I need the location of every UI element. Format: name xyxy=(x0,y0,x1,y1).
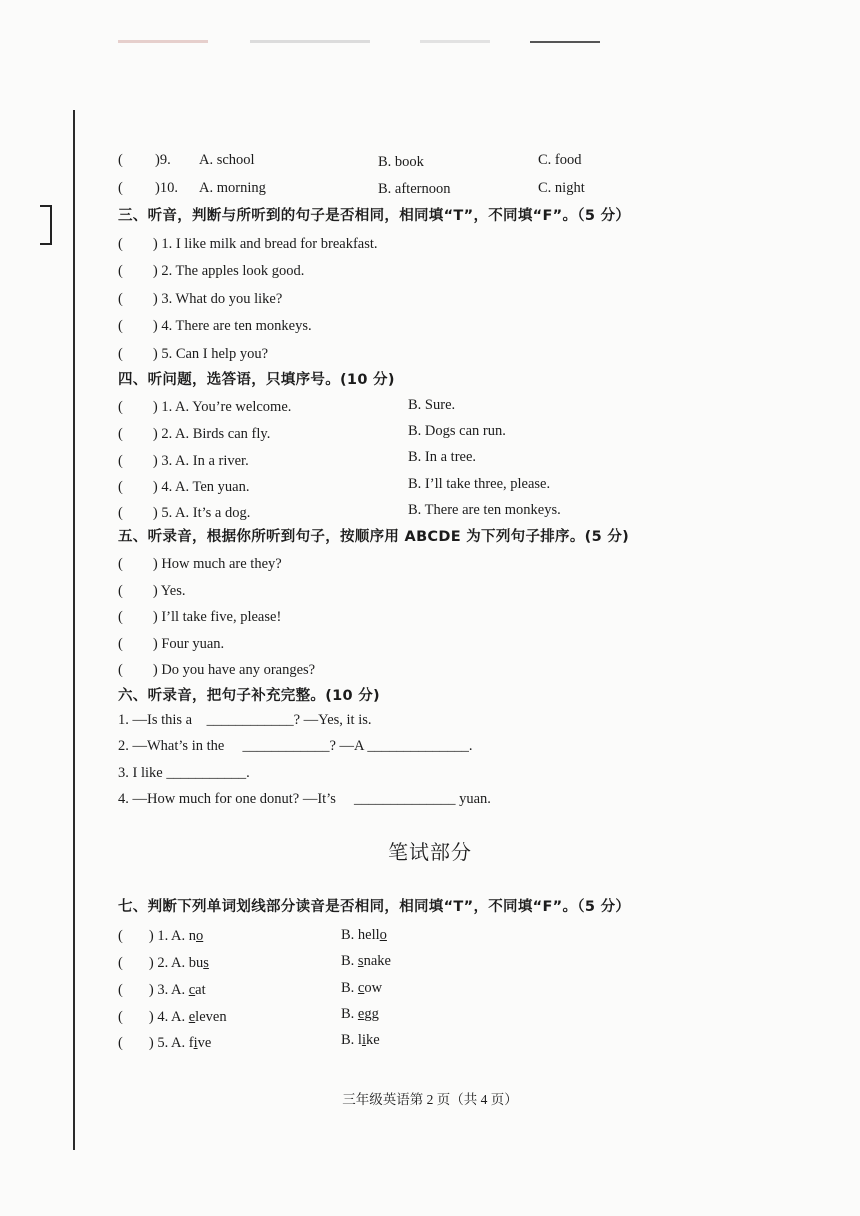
answer-paren[interactable]: ( xyxy=(118,453,123,469)
answer-paren[interactable]: ( xyxy=(118,1009,123,1025)
underlined-letter: c xyxy=(188,982,196,998)
list-item: ( ) 3. What do you like? xyxy=(118,291,283,307)
scan-artifact xyxy=(118,40,208,43)
underlined-letter: e xyxy=(188,1009,196,1025)
list-item: ( ) 1. A. no xyxy=(118,928,204,944)
list-item: ( ) 3. A. cat xyxy=(118,982,206,998)
answer-paren[interactable]: ( xyxy=(118,346,123,362)
answer-paren[interactable]: ( xyxy=(118,479,123,495)
scan-artifact xyxy=(530,41,600,43)
list-item: ( ) 2. A. bus xyxy=(118,955,209,971)
answer-paren[interactable]: ( xyxy=(118,236,123,252)
blank-input[interactable]: ____________ xyxy=(242,738,330,754)
list-item: ( ) 5. A. five xyxy=(118,1035,212,1051)
underlined-letter: c xyxy=(357,980,365,996)
list-item: ( ) I’ll take five, please! xyxy=(118,609,282,625)
fill-in-item: 1. —Is this a ____________? —Yes, it is. xyxy=(118,712,372,728)
answer-paren[interactable]: ( xyxy=(118,1035,123,1051)
answer-paren[interactable]: ( xyxy=(118,583,123,599)
list-item: ( ) 1. A. You’re welcome. xyxy=(118,399,292,415)
underlined-letter: s xyxy=(357,953,364,969)
list-item: ( ) 4. A. Ten yuan. xyxy=(118,479,250,495)
scan-artifact xyxy=(250,40,370,43)
blank-input[interactable]: ______________ xyxy=(354,791,456,807)
blank-input[interactable]: ______________ xyxy=(367,738,469,754)
underlined-letter: s xyxy=(203,955,209,971)
list-item: ( ) 2. The apples look good. xyxy=(118,263,305,279)
fill-in-item: 2. —What’s in the ____________? —A ______________. xyxy=(118,738,473,754)
underlined-letter: o xyxy=(379,927,387,943)
list-item: ( ) 5. Can I help you? xyxy=(118,346,269,362)
answer-paren[interactable]: ( xyxy=(118,399,123,415)
list-item: ( ) 2. A. Birds can fly. xyxy=(118,426,271,442)
answer-paren[interactable]: ( xyxy=(118,955,123,971)
answer-paren[interactable]: ( xyxy=(118,556,123,572)
list-item: ( ) 1. I like milk and bread for breakfast. xyxy=(118,236,378,252)
answer-paren[interactable]: ( xyxy=(118,609,123,625)
list-item: ( ) 3. A. In a river. xyxy=(118,453,249,469)
blank-input[interactable]: ____________ xyxy=(206,712,294,728)
binding-margin-line xyxy=(73,110,75,1150)
list-item: ( ) 4. A. eleven xyxy=(118,1009,227,1025)
fill-in-item: 3. I like ___________. xyxy=(118,765,250,781)
answer-paren[interactable]: ( xyxy=(118,291,123,307)
answer-paren[interactable]: ( xyxy=(118,152,123,168)
underlined-letter: e xyxy=(357,1006,365,1022)
binding-bracket-mark xyxy=(40,205,52,245)
answer-paren[interactable]: ( xyxy=(118,426,123,442)
list-item: ( ) 5. A. It’s a dog. xyxy=(118,505,251,521)
section4-heading: 四、听问题，选答语，只填序号。(10 分) xyxy=(118,372,395,388)
underlined-letter: i xyxy=(361,1032,366,1048)
fill-in-item: 4. —How much for one donut? —It’s ______________ yuan. xyxy=(118,791,491,807)
scan-artifact xyxy=(420,40,490,43)
list-item: ( ) Do you have any oranges? xyxy=(118,662,316,678)
section7-heading: 七、判断下列单词划线部分读音是否相同，相同填“T”，不同填“F”。（5 分） xyxy=(118,899,631,915)
answer-paren[interactable]: ( xyxy=(118,505,123,521)
underlined-letter: o xyxy=(195,928,204,944)
list-item: ( ) 4. There are ten monkeys. xyxy=(118,318,312,334)
answer-paren[interactable]: ( xyxy=(118,180,123,196)
answer-paren[interactable]: ( xyxy=(118,662,123,678)
underlined-letter: i xyxy=(193,1035,198,1051)
written-part-title: 笔试部分 xyxy=(388,840,472,864)
page-footer: 三年级英语第 2 页（共 4 页） xyxy=(342,1092,518,1107)
answer-paren[interactable]: ( xyxy=(118,318,123,334)
section5-heading: 五、听录音，根据你所听到句子，按顺序用 ABCDE 为下列句子排序。(5 分) xyxy=(118,529,630,545)
list-item: ( ) Yes. xyxy=(118,583,186,599)
answer-paren[interactable]: ( xyxy=(118,928,123,944)
list-item: ( ) Four yuan. xyxy=(118,636,225,652)
answer-paren[interactable]: ( xyxy=(118,982,123,998)
answer-paren[interactable]: ( xyxy=(118,263,123,279)
section3-heading: 三、听音，判断与所听到的句子是否相同，相同填“T”，不同填“F”。（5 分） xyxy=(118,208,631,224)
blank-input[interactable]: ___________ xyxy=(166,765,247,781)
answer-paren[interactable]: ( xyxy=(118,636,123,652)
section6-heading: 六、听录音，把句子补充完整。(10 分) xyxy=(118,688,380,704)
list-item: ( ) How much are they? xyxy=(118,556,282,572)
